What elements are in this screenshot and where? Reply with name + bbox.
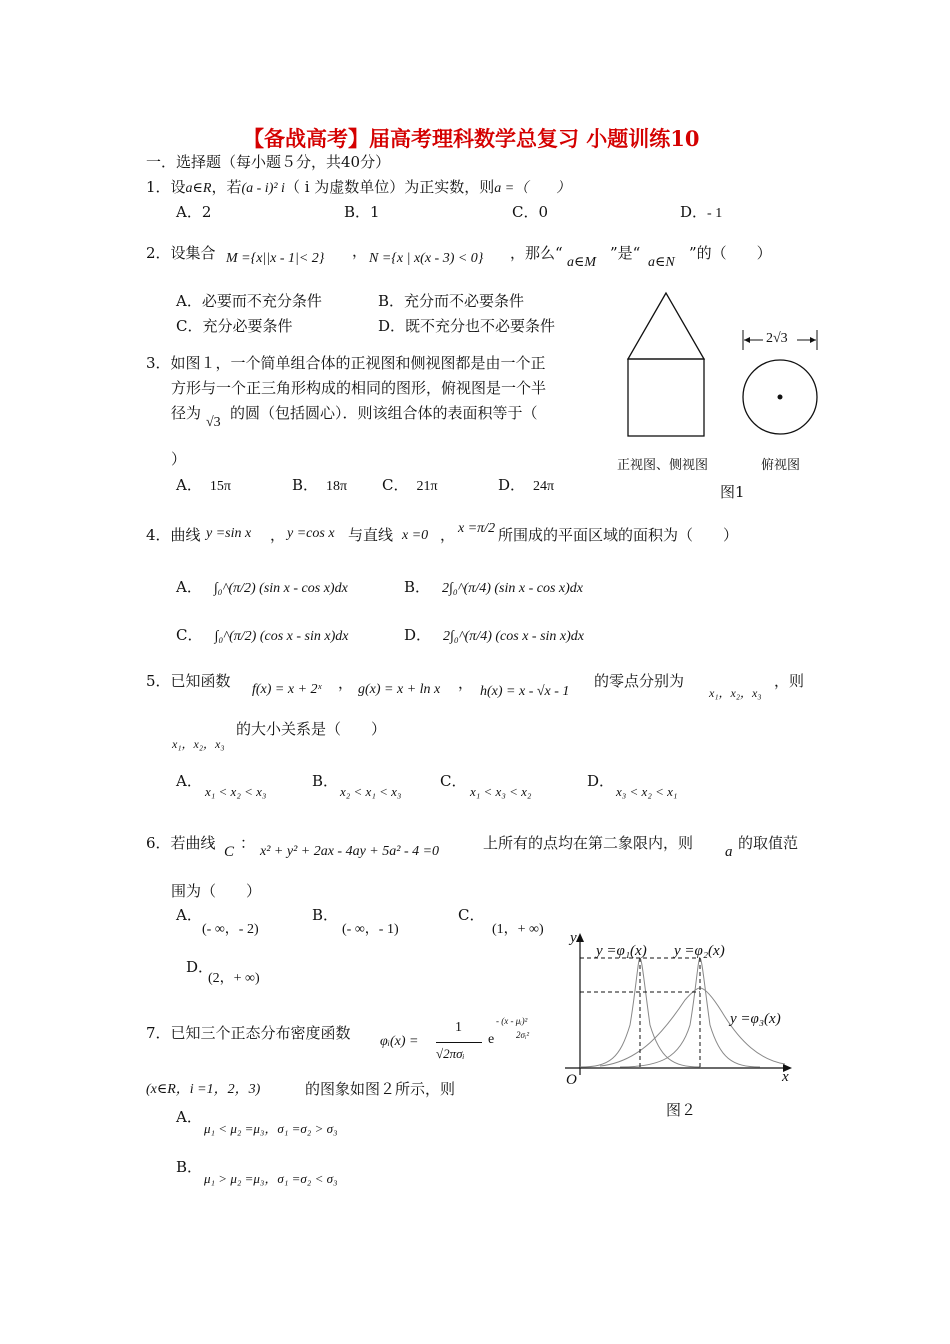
q3-line-1: 3．如图１，一个简单组合体的正视图和侧视图都是由一个正 (146, 354, 546, 372)
q5-func-f: f(x) = x + 2ˣ (252, 682, 322, 697)
fig2-x-label: x (782, 1069, 789, 1085)
q7-option-b: B． (176, 1158, 203, 1176)
q4-option-d: D． 2∫₀^(π/4) (cos x - sin x)dx (404, 626, 584, 644)
fig1-caption-top: 俯视图 (761, 458, 801, 473)
q3-line-2: 方形与一个正三角形构成的相同的图形，俯视图是一个半 (171, 379, 547, 397)
q3-sqrt3: √3 (206, 415, 221, 430)
q5-option-b: B． (312, 772, 339, 790)
top-view-center (778, 395, 783, 400)
fig2-origin: O (566, 1072, 577, 1088)
q2-cond-2: a∈N (648, 255, 675, 270)
q4-option-c: C． ∫₀^(π/2) (cos x - sin x)dx (176, 626, 349, 644)
q1-condition: a∈R (185, 181, 212, 196)
q2-set-m: M ={x||x - 1|< 2} (226, 251, 325, 266)
q3-option-b: B． 18π (292, 476, 348, 494)
q2-cond-1: a∈M (567, 255, 597, 270)
q5-option-d: D． (587, 772, 615, 790)
q6-option-d: D． (186, 958, 214, 976)
fig1-label: 图1 (720, 483, 745, 501)
q2-option-d: D．既不充分也不必要条件 (378, 317, 556, 335)
q3-option-c: C． 21π (382, 476, 438, 494)
q2-set-n: N ={x | x(x - 3) < 0} (369, 251, 484, 266)
q3-option-d: D． 24π (498, 476, 555, 494)
q6-option-a: A． (176, 906, 202, 924)
q4-option-b: B． 2∫₀^(π/4) (sin x - cos x)dx (404, 578, 583, 596)
q3-option-a: A． 15π (176, 476, 231, 494)
front-view-square (628, 359, 704, 436)
q6-equation: x² + y² + 2ax - 4ay + 5a² - 4 =0 (260, 844, 440, 859)
fig2-curve-label-3: y =φ₃(x) (730, 1011, 781, 1027)
q1-option-b: B．1 (344, 203, 380, 221)
q5-option-c: C． (440, 772, 467, 790)
q2-option-a: A．必要而不充分条件 (176, 292, 322, 310)
q5-func-h: h(x) = x - √x - 1 (480, 684, 570, 699)
q5-zeros-2: x₁，x₂，x₃ (172, 737, 225, 751)
q6-curve: C (224, 844, 235, 860)
q2-stem-a: 2．设集合 (146, 244, 216, 262)
q1-option-c: C．0 (512, 203, 549, 221)
q1-option-a: A．2 (176, 203, 212, 221)
q6-var: a (725, 844, 733, 860)
q2-option-b: B．充分而不必要条件 (378, 292, 525, 310)
fig1-dimension: 2√3 (766, 331, 788, 346)
q5-option-a: A． (176, 772, 202, 790)
q1-option-d: D．- 1 (680, 203, 723, 221)
question-1: 1．设a∈R，若(a - i)² i（ i 为虚数单位）为正实数，则a =（ ） (146, 178, 571, 196)
fig2-curve-label-2: y =φ₂(x) (674, 943, 725, 959)
front-view-triangle (628, 293, 704, 359)
fig2-curve-label-1: y =φ₁(x) (596, 943, 647, 959)
fig1-caption-front: 正视图、侧视图 (617, 458, 709, 473)
q5-zeros: x₁，x₂，x₃ (709, 686, 762, 700)
q4-curve-1: y =sin x (206, 526, 252, 541)
q7-option-a: A． (176, 1108, 202, 1126)
q7-condition: (x∈R，i =1，2，3) (146, 1082, 261, 1097)
page-title: 【备战高考】届高考理科数学总复习 小题训练10 (243, 126, 700, 151)
q4-line-1: x =0 (402, 528, 429, 543)
q6-option-b: B． (312, 906, 339, 924)
section-heading: 一．选择题（每小题５分，共40分） (146, 153, 391, 171)
fig2-y-label: y (570, 930, 577, 946)
q2-option-c: C．充分必要条件 (176, 317, 293, 335)
q4-option-a: A． ∫₀^(π/2) (sin x - cos x)dx (176, 578, 348, 596)
fig2-label: 图２ (666, 1101, 697, 1119)
q4-curve-2: y =cos x (287, 526, 335, 541)
q5-func-g: g(x) = x + ln x (358, 682, 441, 697)
q4-line-2: x =π/2 (458, 521, 496, 536)
q7-density-function: φᵢ(x) = 1 √2πσᵢ e - (x - μᵢ)² 2σᵢ² (380, 1016, 530, 1061)
q1-expression: (a - i)² i (241, 181, 285, 196)
q6-option-c: C． (458, 906, 485, 924)
